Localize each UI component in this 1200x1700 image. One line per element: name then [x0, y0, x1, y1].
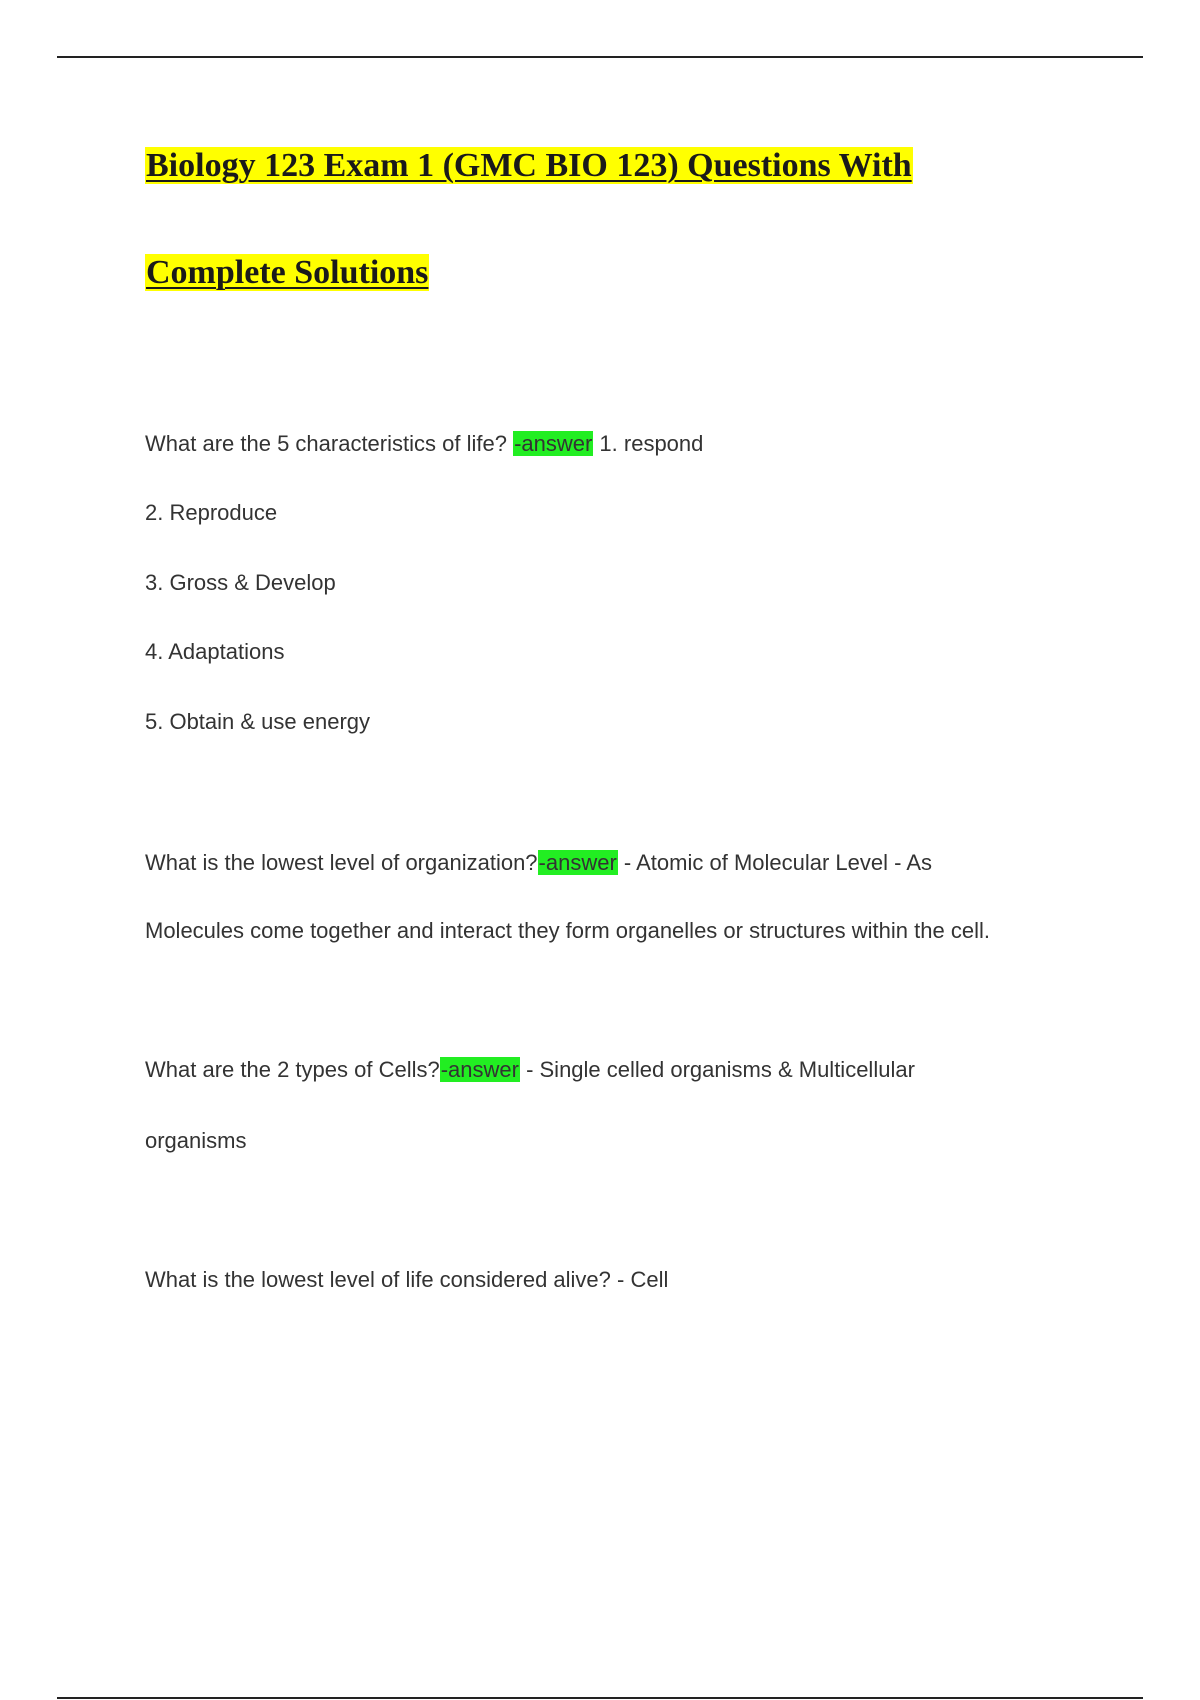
document-title-line-2 [145, 253, 429, 293]
title-highlight: Biology 123 Exam 1 (GMC BIO 123) Questions With [146, 147, 912, 184]
document-title-line-1 [145, 146, 913, 186]
answer-tag: -answer [440, 1057, 519, 1082]
q2-line [145, 849, 932, 877]
answer-tag: -answer [514, 431, 593, 456]
q1-item-2: 2. Reproduce [145, 500, 278, 525]
q2-answer-start: - Atomic of Molecular Level - As [617, 850, 933, 875]
q1-answer-start: 1. respond [593, 431, 704, 456]
q2-answer-continued: Molecules come together and interact they form organelles or structures within the cell. [145, 918, 990, 943]
q1-question: What are the 5 characteristics of life? [145, 431, 507, 456]
q3-answer-start: - Single celled organisms & Multicellular [519, 1057, 915, 1082]
q2-question: What is the lowest level of organization? [145, 850, 538, 875]
q1-item-3: 3. Gross & Develop [145, 570, 336, 595]
q3-line [145, 1056, 915, 1084]
q3-answer-continued: organisms [145, 1128, 247, 1153]
q1-line [145, 430, 703, 458]
top-rule [57, 56, 1143, 58]
q1-item-4: 4. Adaptations [145, 639, 285, 664]
answer-tag: -answer [538, 850, 617, 875]
bottom-rule [57, 1697, 1143, 1699]
q3-question: What are the 2 types of Cells? [145, 1057, 440, 1082]
q1-item-5: 5. Obtain & use energy [145, 709, 371, 734]
title-highlight: Complete Solutions [146, 254, 429, 291]
q4-line: What is the lowest level of life considered alive? - Cell [145, 1267, 669, 1292]
